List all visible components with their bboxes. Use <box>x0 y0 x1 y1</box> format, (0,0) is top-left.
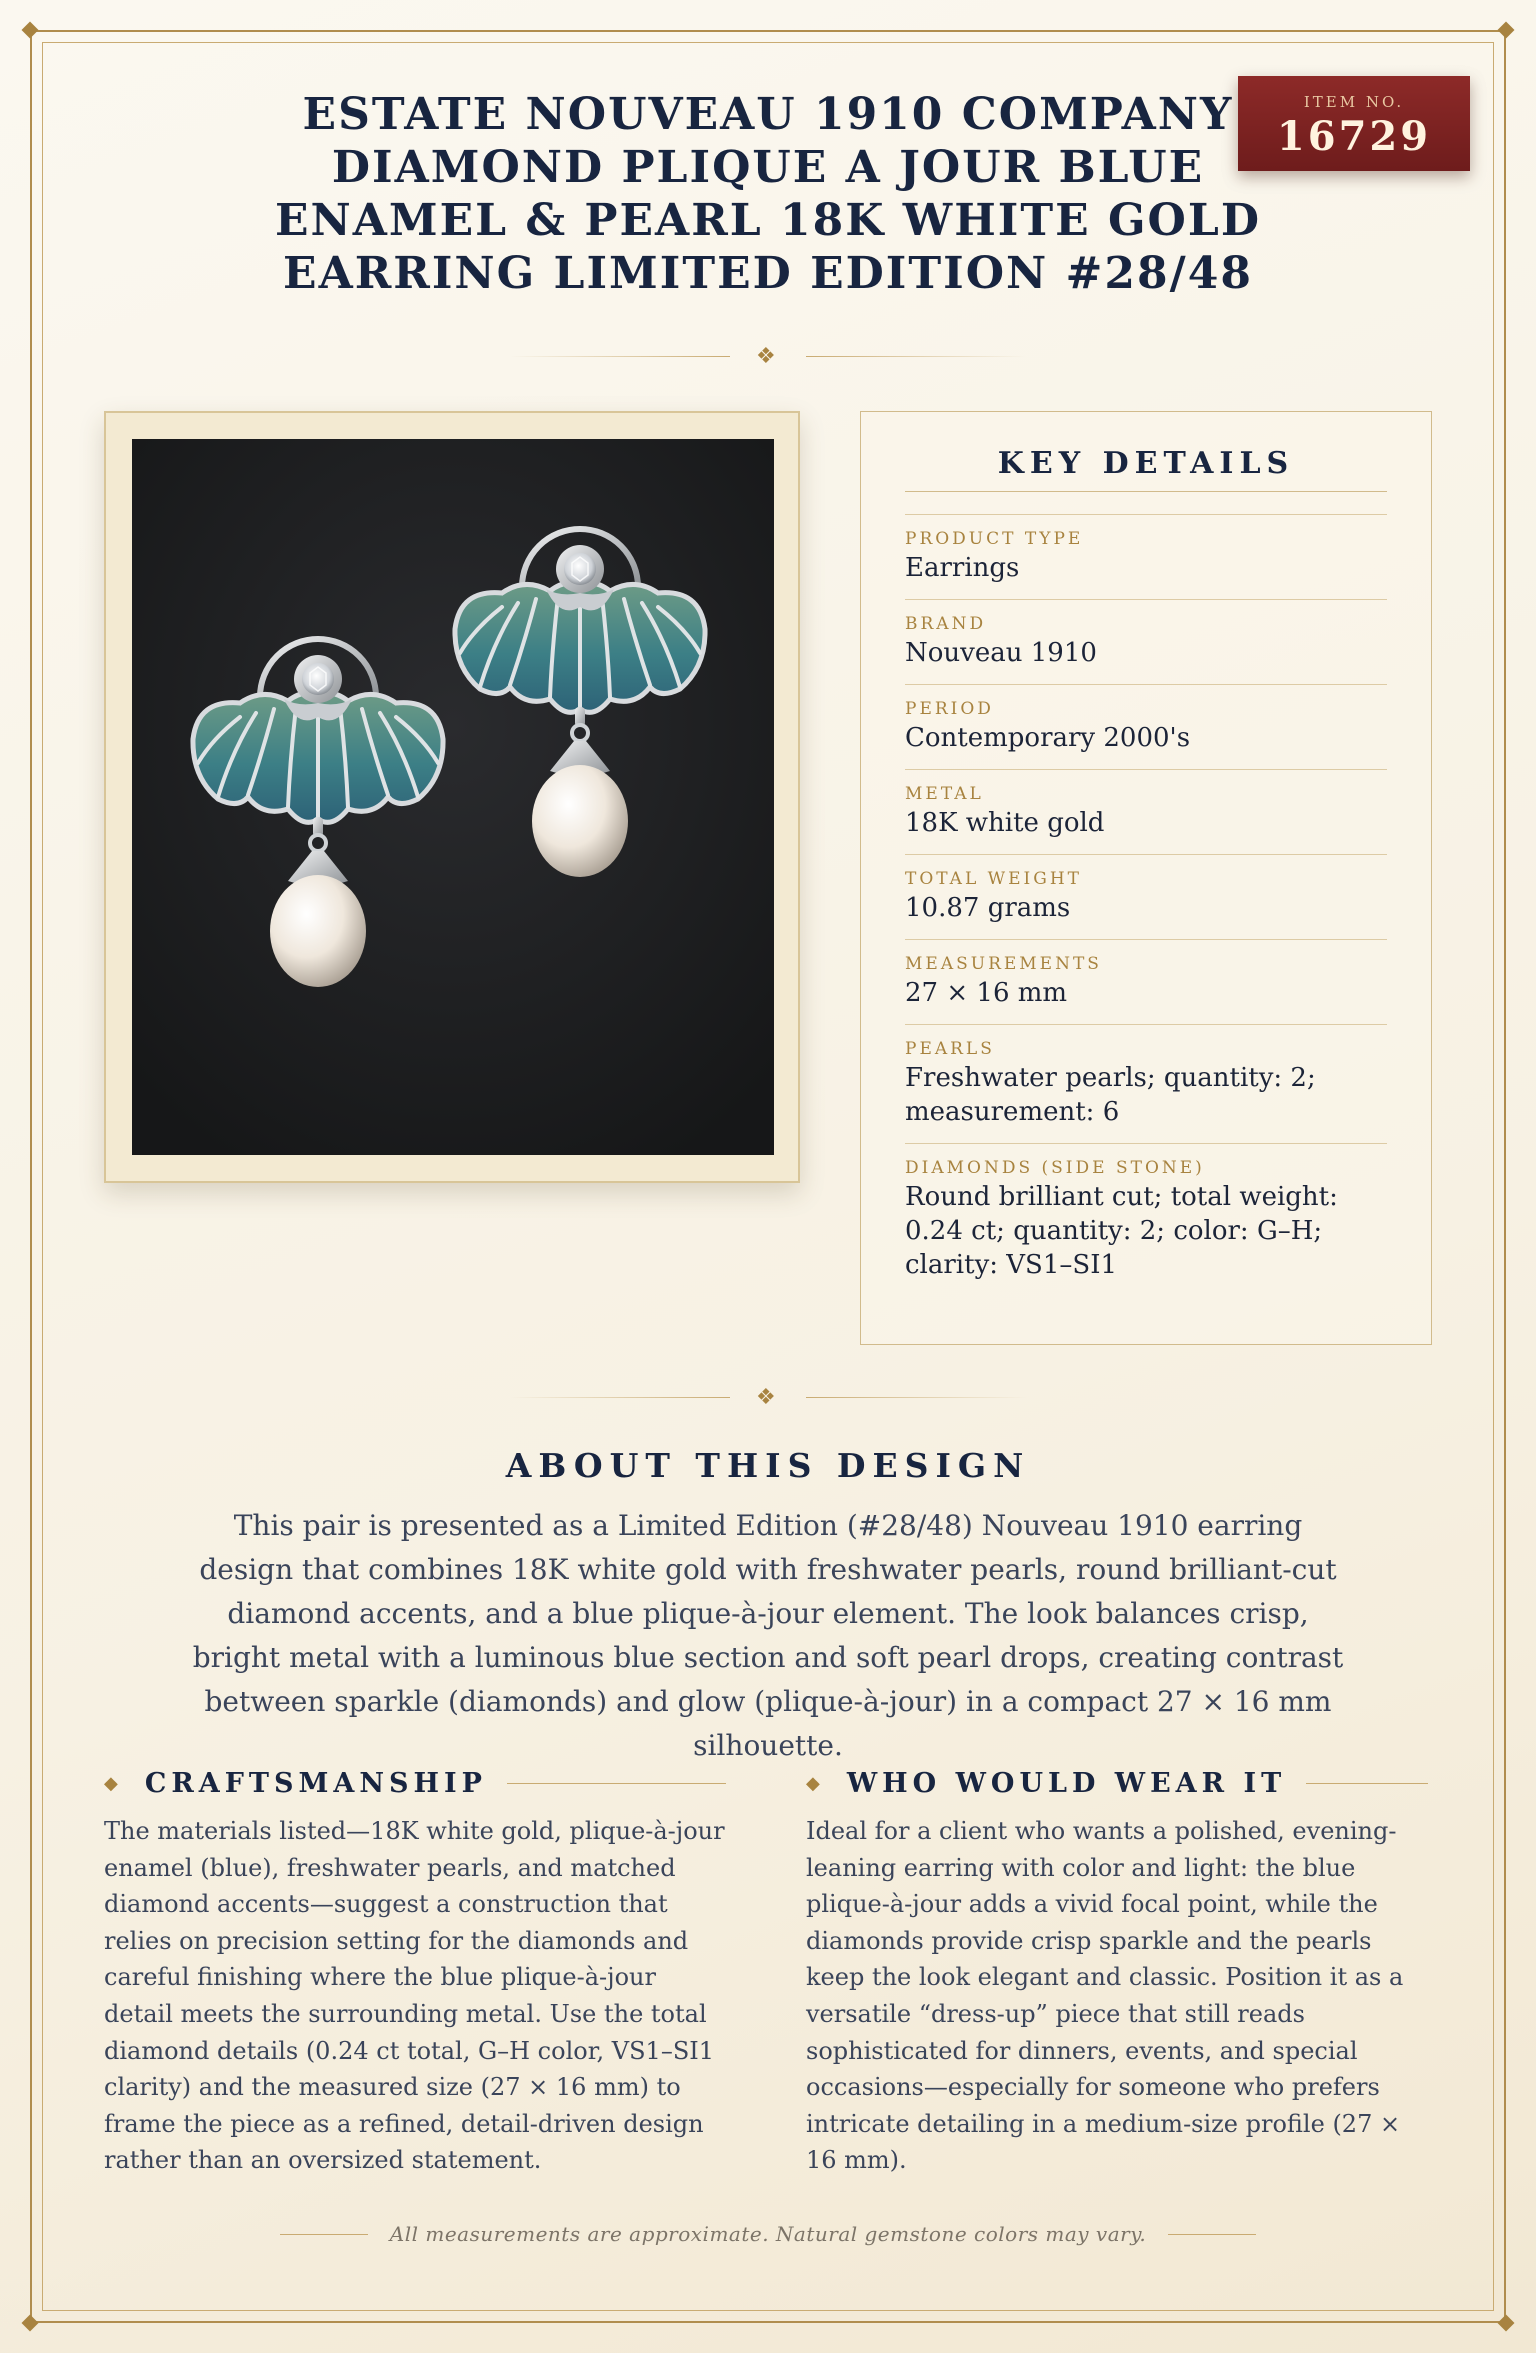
detail-value: 18K white gold <box>905 808 1105 838</box>
detail-row-measurements <box>905 939 1387 1024</box>
detail-row-pearls <box>905 1024 1387 1143</box>
diamond-bullet-icon: ◆ <box>806 1773 825 1794</box>
detail-label: MEASUREMENTS <box>905 954 1102 974</box>
diamond-ornament-icon: ❖ <box>756 1385 776 1410</box>
detail-label: DIAMONDS (SIDE STONE) <box>905 1158 1205 1178</box>
detail-label: METAL <box>905 784 984 804</box>
detail-row-product-type <box>905 514 1387 599</box>
footer-disclaimer: All measurements are approximate. Natural gemstone colors may vary. <box>389 2222 1147 2246</box>
detail-label: PRODUCT TYPE <box>905 529 1084 549</box>
about-text: This pair is presented as a Limited Edition (#28/48) Nouveau 1910 earring design that combines 18K white gold with freshwater pearls, round brilliant-cut diamond accents, and a blue plique-à-jour element. The look balances crisp, bright metal with a luminous blue section and soft pearl drops, creating contrast between sparkle (diamonds) and glow (plique-à-jour) in a compact 27 × 16 mm silhouette. <box>192 1509 1344 1762</box>
item-number-value: 16729 <box>1276 113 1432 160</box>
detail-label: BRAND <box>905 614 987 634</box>
title-line: ESTATE NOUVEAU 1910 COMPANY <box>302 89 1234 140</box>
ornamental-divider <box>510 1385 1026 1410</box>
detail-row-diamonds <box>905 1143 1387 1296</box>
craftsmanship-text: The materials listed—18K white gold, plique-à-jour enamel (blue), freshwater pearls, and matched diamond accents—suggest a construction that relies on precision setting for the diamonds and careful finishing where the blue plique-à-jour detail meets the surrounding metal. Use the total diamond details (0.24 ct total, G–H color, VS1–SI1 clarity) and the measured size (27 × 16 mm) to frame the piece as a refined, detail-driven design rather than an oversized statement. <box>104 1817 725 2175</box>
item-number-label: ITEM NO. <box>1303 93 1405 111</box>
about-heading: ABOUT THIS DESIGN <box>505 1446 1031 1485</box>
who-would-wear-it-heading: WHO WOULD WEAR IT <box>846 1768 1287 1799</box>
item-number-badge <box>1238 76 1470 171</box>
detail-value: Nouveau 1910 <box>905 638 1097 668</box>
earrings-illustration <box>132 439 774 1155</box>
detail-value: Earrings <box>905 553 1020 583</box>
detail-label: TOTAL WEIGHT <box>905 869 1082 889</box>
heading-rule <box>1306 1783 1428 1784</box>
detail-row-total-weight <box>905 854 1387 939</box>
detail-value: Contemporary 2000's <box>905 723 1191 753</box>
key-details-panel <box>860 411 1432 1345</box>
craftsmanship-heading: CRAFTSMANSHIP <box>144 1768 487 1799</box>
title-line: EARRING LIMITED EDITION #28/48 <box>283 248 1253 299</box>
diamond-bullet-icon: ◆ <box>104 1773 123 1794</box>
who-would-wear-it-text: Ideal for a client who wants a polished, evening-leaning earring with color and light: the blue plique-à-jour adds a vivid focal point, while the diamonds provide crisp sparkle and the pearls keep the look elegant and classic. Position it as a versatile “dress-up” piece that still reads sophisticated for dinners, events, and special occasions—especially for someone who prefers intricate detailing in a medium-size profile (27 × 16 mm). <box>806 1817 1404 2175</box>
detail-value: Round brilliant cut; total weight: 0.24 ct; quantity: 2; color: G–H; clarity: VS1–SI1 <box>905 1182 1338 1280</box>
detail-value: 27 × 16 mm <box>905 978 1068 1008</box>
heading-rule <box>507 1783 726 1784</box>
ornamental-divider <box>510 344 1026 369</box>
detail-row-period <box>905 684 1387 769</box>
title-line: DIAMOND PLIQUE A JOUR BLUE <box>331 142 1205 193</box>
footer-note <box>0 2222 1536 2246</box>
key-details-heading: KEY DETAILS <box>905 446 1387 492</box>
product-photo-frame <box>104 411 800 1183</box>
detail-label: PERIOD <box>905 699 994 719</box>
who-would-wear-it-section <box>806 1768 1428 2179</box>
craftsmanship-section <box>104 1768 726 2179</box>
detail-row-metal <box>905 769 1387 854</box>
page-title <box>250 88 1286 300</box>
title-line: ENAMEL & PEARL 18K WHITE GOLD <box>275 195 1261 246</box>
diamond-ornament-icon: ❖ <box>756 344 776 369</box>
product-photo <box>132 439 774 1155</box>
detail-value: 10.87 grams <box>905 893 1071 923</box>
detail-value: Freshwater pearls; quantity: 2; measurement: 6 <box>905 1063 1316 1127</box>
detail-row-brand <box>905 599 1387 684</box>
detail-label: PEARLS <box>905 1039 995 1059</box>
